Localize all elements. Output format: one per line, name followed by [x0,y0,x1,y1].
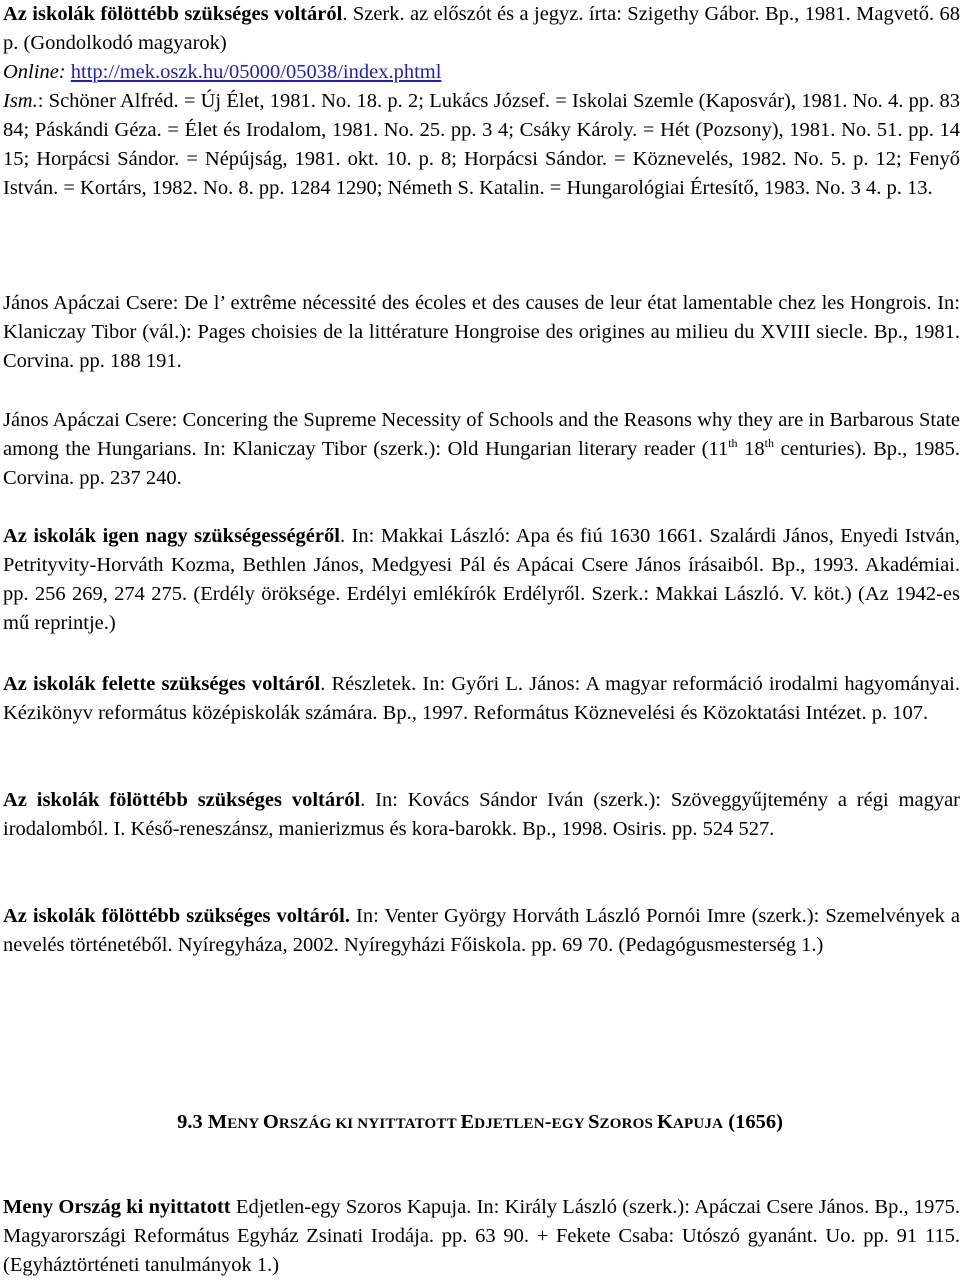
superscript: th [728,436,738,451]
section-heading [0,1108,960,1138]
entry-text: 18 [737,438,765,460]
bibliography-entry [3,670,960,728]
bibliography-entry [3,522,960,638]
entry-text: . Szerk. az előszót és a jegyz. írta: Szigethy Gábor. Bp., 1981. Magvető. 68 p. (Gondolkodó magyarok) [3,3,960,54]
entry-text: centuries). Bp., 1985. Corvina. pp. 237 240. [3,438,960,489]
entry-title: Meny Ország ki nyittatott [3,1196,231,1218]
entry-title: Az iskolák fölöttébb szükséges voltáról. [3,905,350,927]
entry-text: János Apáczai Csere: Concering the Supreme Necessity of Schools and the Reasons why they are in Barbarous State among the Hungarians. In: Klaniczay Tibor (szerk.): Old Hungarian literary reader (11 [3,409,960,460]
entry-title: Az iskolák felette szükséges voltáról [3,673,321,695]
entry-text: . Részletek. In: Győri L. János: A magyar reformáció irodalmi hagyományai. Kézikönyv református középiskolák számára. Bp., 1997. Református Köznevelési és Közoktatási Intézet. p. 107. [3,673,960,724]
bibliography-entry [3,0,960,203]
bibliography-entry [3,406,960,493]
online-label: Online: [3,61,66,83]
entry-title: Az iskolák fölöttébb szükséges voltáról [3,789,361,811]
section-title: MENY ORSZÁG KI NYITTATOTT EDJETLEN-EGY SZOROS KAPUJA (1656) [207,1111,783,1133]
entry-text: . In: Makkai László: Apa és fiú 1630 1661. Szalárdi János, Enyedi István, Petrityvity-Horváth Kozma, Bethlen János, Medgyesi Pál és Apácai Csere János írásaiból. Bp., 1993. Akadémiai. pp. 256 269, 274 275. (Erdély öröksége. Erdélyi emlékírók Erdélyről. Szerk.: Makkai László. V. köt.) (Az 1942-es mű reprintje.) [3,525,960,634]
entry-text: János Apáczai Csere: De l’ extrême nécessité des écoles et des causes de leur état lamentable chez les Hongrois. In: Klaniczay Tibor (vál.): Pages choisies de la littérature Hongroise des origines au milieu du XVIII siecle. Bp., 1981. Corvina. pp. 188 191. [3,292,960,372]
entry-text: In: Venter György Horváth László Pornói Imre (szerk.): Szemelvények a nevelés történetéből. Nyíregyháza, 2002. Nyíregyházi Főiskola. pp. 69 70. (Pedagógusmesterség 1.) [3,905,960,956]
online-link[interactable]: http://mek.oszk.hu/05000/05038/index.phtml [70,61,442,83]
entry-title: Az iskolák igen nagy szükségességéről [3,525,340,547]
bibliography-entry [3,902,960,960]
entry-text: Edjetlen-egy Szoros Kapuja. In: Király László (szerk.): Apáczai Csere János. Bp., 1975. Magyarországi Református Egyház Zsinati Irodája. pp. 63 90. + Fekete Csaba: Utószó gyanánt. Uo. pp. 91 115. (Egyháztörténeti tanulmányok 1.) [3,1196,960,1276]
entry-title: Az iskolák fölöttébb szükséges voltáról [3,3,343,25]
superscript: th [764,436,774,451]
entry-text: . In: Kovács Sándor Iván (szerk.): Szöveggyűjtemény a régi magyar irodalomból. I. Késő-reneszánsz, manierizmus és kora-barokk. Bp., 1998. Osiris. pp. 524 527. [3,789,960,840]
entry-text: : Schöner Alfréd. = Új Élet, 1981. No. 18. p. 2; Lukács József. = Iskolai Szemle (Kaposvár), 1981. No. 4. pp. 83 84; Páskándi Géza. = Élet és Irodalom, 1981. No. 25. pp. 3 4; Csáky Károly. = Hét (Pozsony), 1981. No. 51. pp. 14 15; Horpácsi Sándor. = Népújság, 1981. okt. 10. p. 8; Horpácsi Sándor. = Köznevelés, 1982. No. 5. p. 12; Fenyő István. = Kortárs, 1982. No. 8. pp. 1284 1290; Németh S. Katalin. = Hungarológiai Értesítő, 1983. No. 3 4. p. 13. [3,90,960,199]
ism-label: Ism. [3,90,38,112]
bibliography-entry [3,289,960,376]
bibliography-entry [3,1193,960,1280]
section-number: 9.3 [177,1111,203,1133]
bibliography-entry [3,786,960,844]
